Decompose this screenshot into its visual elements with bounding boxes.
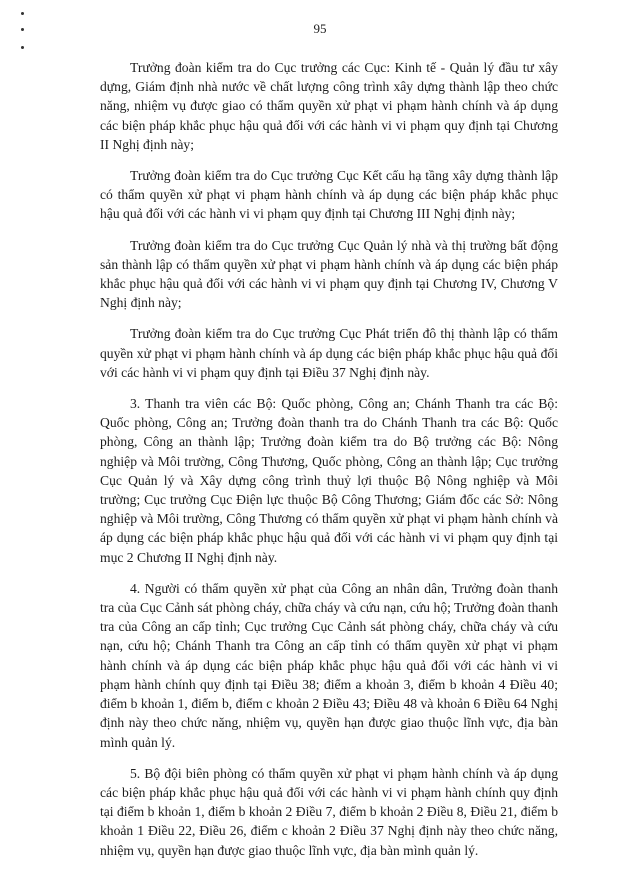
paragraph: Trưởng đoàn kiểm tra do Cục trưởng Cục Phát triển đô thị thành lập có thẩm quyền xử phạt vi phạm hành chính và áp dụng các biện pháp khắc phục hậu quả đối với các hành vi vi phạm quy định tại Điều 37 Nghị định này. bbox=[100, 326, 558, 380]
document-body bbox=[100, 58, 558, 872]
paragraph: Trưởng đoàn kiểm tra do Cục trưởng các Cục: Kinh tế - Quản lý đầu tư xây dựng, Giám định nhà nước về chất lượng công trình xây dựng thành lập theo chức năng, nhiệm vụ được giao có thẩm quyền xử phạt vi phạm hành chính và áp dụng các biện pháp khắc phục hậu quả đối với các hành vi vi phạm quy định tại Chương II Nghị định này; bbox=[100, 60, 558, 152]
paragraph: 3. Thanh tra viên các Bộ: Quốc phòng, Công an; Chánh Thanh tra các Bộ: Quốc phòng, Công an; Trưởng đoàn thanh tra do Chánh Thanh tra các Bộ: Quốc phòng, Công an thành lập; Trưởng đoàn kiểm tra do Bộ trưởng các Bộ: Nông nghiệp và Môi trường, Công Thương, Quốc phòng, Công an thành lập; Cục trưởng Cục Quản lý và Xây dựng công trình thuỷ lợi thuộc Bộ Nông nghiệp và Môi trường; Cục trưởng Cục Điện lực thuộc Bộ Công Thương; Giám đốc các Sở: Nông nghiệp và Môi trường, Công Thương có thẩm quyền xử phạt vi phạm hành chính và áp dụng các biện pháp khắc phục hậu quả đối với các hành vi vi phạm quy định tại mục 2 Chương II Nghị định này. bbox=[100, 396, 558, 565]
margin-mark bbox=[21, 12, 24, 15]
paragraph: Trưởng đoàn kiểm tra do Cục trưởng Cục Quản lý nhà và thị trường bất động sản thành lập có thẩm quyền xử phạt vi phạm hành chính và áp dụng các biện pháp khắc phục hậu quả đối với các hành vi vi phạm quy định tại Chương IV, Chương V Nghị định này; bbox=[100, 237, 558, 311]
paragraph: 4. Người có thẩm quyền xử phạt của Công an nhân dân, Trưởng đoàn thanh tra của Cục Cảnh sát phòng cháy, chữa cháy và cứu nạn, cứu hộ; Trưởng đoàn thanh tra của Công an cấp tỉnh; Cục trưởng Cục Cảnh sát phòng cháy, chữa cháy và cứu nạn, cứu hộ; Chánh Thanh tra Công an cấp tỉnh có thẩm quyền xử phạt vi phạm hành chính và áp dụng các biện pháp khắc phục hậu quả đối với các hành vi vi phạm hành chính quy định tại Điều 38; điểm a khoản 3, điểm b khoản 4 Điều 40; điểm b khoản 1, điểm b, điểm c khoản 2 Điều 43; Điều 48 và khoản 6 Điều 64 Nghị định này theo chức năng, nhiệm vụ, quyền hạn được giao thuộc lĩnh vực, địa bàn mình quản lý. bbox=[100, 580, 558, 750]
margin-mark bbox=[21, 46, 24, 49]
paragraph: 5. Bộ đội biên phòng có thẩm quyền xử phạt vi phạm hành chính và áp dụng các biện pháp khắc phục hậu quả đối với các hành vi vi phạm hành chính quy định tại điểm b khoản 1, điểm b khoản 2 Điều 7, điểm b khoản 2 Điều 8, Điều 21, điểm b khoản 1 Điều 22, Điều 26, điểm c khoản 2 Điều 37 Nghị định này theo chức năng, nhiệm vụ, quyền hạn được giao thuộc lĩnh vực, địa bàn mình quản lý. bbox=[100, 765, 558, 858]
paragraph: Trưởng đoàn kiểm tra do Cục trưởng Cục Kết cấu hạ tầng xây dựng thành lập có thẩm quyền xử phạt vi phạm hành chính và áp dụng các biện pháp khắc phục hậu quả đối với các hành vi vi phạm quy định tại Chương III Nghị định này; bbox=[100, 168, 558, 222]
page-number: 95 bbox=[313, 21, 327, 36]
